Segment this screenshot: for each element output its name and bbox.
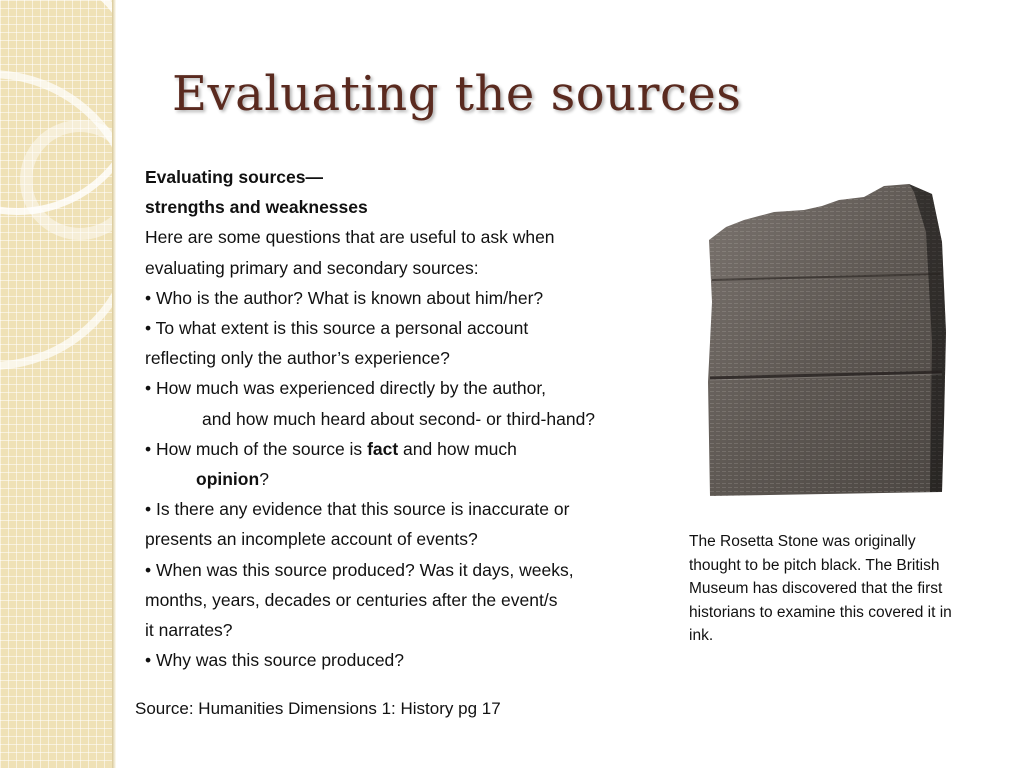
question-line: • When was this source produced? Was it days, weeks,	[145, 559, 574, 580]
slide-body	[145, 162, 685, 675]
question-line: months, years, decades or centuries after the event/s	[145, 589, 558, 610]
question-line	[145, 464, 685, 494]
source-citation: Source: Humanities Dimensions 1: History pg 17	[135, 699, 501, 718]
emphasis-opinion: opinion	[196, 469, 260, 490]
decorative-side-panel	[0, 0, 112, 768]
question-text: and how much	[398, 438, 517, 459]
question-line: • Why was this source produced?	[145, 650, 405, 671]
intro-line: Here are some questions that are useful to ask when	[145, 227, 555, 248]
question-line: • Is there any evidence that this source is inaccurate or	[145, 499, 570, 520]
question-line: • Who is the author? What is known about him/her?	[145, 287, 544, 308]
slide-title: Evaluating the sources	[172, 66, 742, 122]
question-text: • How much of the source is	[145, 438, 368, 459]
rosetta-stone-image	[704, 182, 949, 500]
decorative-ring	[20, 120, 140, 240]
question-line: presents an incomplete account of events?	[145, 529, 478, 550]
emphasis-fact: fact	[367, 438, 399, 459]
heading-line: strengths and weaknesses	[145, 197, 368, 218]
heading-line: Evaluating sources—	[145, 167, 323, 187]
question-line: • To what extent is this source a personal account	[145, 318, 529, 339]
question-line	[145, 434, 685, 464]
intro-line: evaluating primary and secondary sources:	[145, 257, 479, 278]
question-line: it narrates?	[145, 620, 233, 641]
side-panel-edge	[112, 0, 116, 768]
question-line: reflecting only the author’s experience?	[145, 348, 450, 369]
question-line: and how much heard about second- or third-hand?	[202, 408, 596, 429]
question-text: ?	[259, 469, 269, 490]
image-caption: The Rosetta Stone was originally thought to be pitch black. The British Museum has discovered that the first historians to examine this covered it in ink.	[689, 533, 952, 644]
question-line: • How much was experienced directly by the author,	[145, 378, 547, 399]
